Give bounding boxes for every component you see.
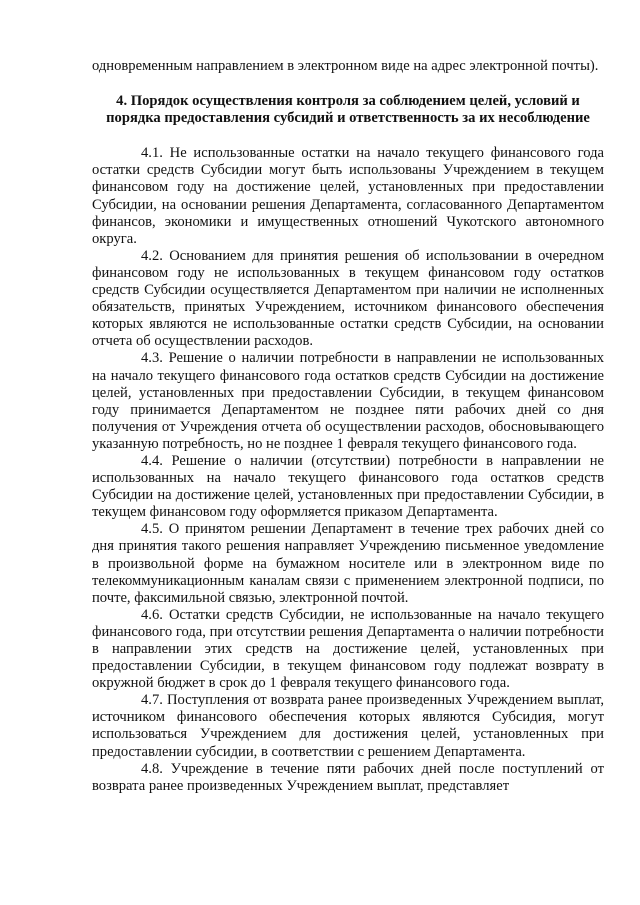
paragraph-4-7: 4.7. Поступления от возврата ранее произведенных Учреждением выплат, источником финансового обеспечения которых являются Субсидия, могут использоваться Учреждением для достижения целей, установленных при предоставлении субсидии, в соответствии с решением Департамента. — [92, 692, 604, 760]
section-heading: 4. Порядок осуществления контроля за соблюдением целей, условий и порядка предоставления субсидий и ответственность за их несоблюдение — [106, 93, 590, 127]
paragraph-4-2: 4.2. Основанием для принятия решения об использовании в очередном финансовом году не использованных в текущем финансовом году остатков средств Субсидии осуществляется Департаментом при наличии не исполненных обязательств, принятых Учреждением, источником финансового обеспечения которых являются не использованные остатки средств Субсидии, на основании отчета об осуществлении расходов. — [92, 247, 604, 350]
continuation-text: одновременным направлением в электронном виде на адрес электронной почты). — [92, 58, 599, 74]
paragraph-4-1: 4.1. Не использованные остатки на начало текущего финансового года остатки средств Субсидии могут быть использованы Учреждением в текущем финансовом году на достижение целей, установленных при предоставлении Субсидии, на основании решения Департамента, согласованного Департаментом финансов, экономики и имущественных отношений Чукотского автономного округа. — [92, 145, 604, 247]
document-page — [92, 58, 604, 795]
paragraph-4-6: 4.6. Остатки средств Субсидии, не использованные на начало текущего финансового года, при отсутствии решения Департамента о наличии потребности в направлении этих средств на достижение целей, установленных при предоставлении Субсидии, в текущем финансовом году подлежат возврату в окружной бюджет в срок до 1 февраля текущего финансового года. — [92, 606, 604, 692]
paragraph-4-3: 4.3. Решение о наличии потребности в направлении не использованных на начало текущего финансового года остатков средств Субсидии на достижение целей, установленных при предоставлении Субсидии, в текущем финансовом году принимается Департаментом не позднее пяти рабочих дней со дня получения от Учреждения отчета об осуществлении расходов, обосновывающего указанную потребность, но не позднее 1 февраля текущего финансового года. — [92, 350, 604, 452]
paragraph-4-8: 4.8. Учреждение в течение пяти рабочих дней после поступлений от возврата ранее произведенных Учреждением выплат, представляет — [92, 760, 604, 794]
paragraph-4-5: 4.5. О принятом решении Департамент в течение трех рабочих дней со дня принятия такого решения направляет Учреждению письменное уведомление в произвольной форме на бумажном носителе или в электронном виде по телекоммуникационным каналам связи с применением электронной подписи, по почте, факсимильной связью, электронной почтой. — [92, 521, 604, 606]
paragraph-4-4: 4.4. Решение о наличии (отсутствии) потребности в направлении не использованных на начало текущего финансового года остатков средств Субсидии на достижение целей, установленных при предоставлении Субсидии, в текущем финансовом году оформляется приказом Департамента. — [92, 452, 604, 521]
